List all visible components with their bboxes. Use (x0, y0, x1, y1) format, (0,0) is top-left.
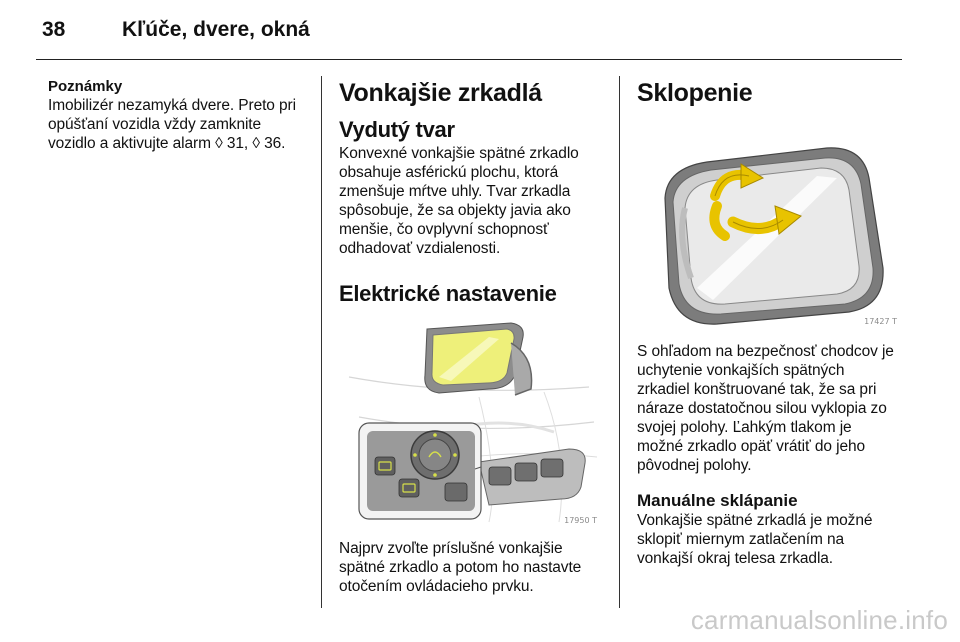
column-folding (637, 78, 905, 568)
text-line: Imobilizér nezamyká dvere. Preto pri (48, 97, 296, 114)
text-line: menšie, čo ovplyvní schopnosť (339, 221, 549, 238)
text-line: spätné zrkadlo a potom ho nastavte (339, 559, 582, 576)
chapter-title: Vonkajšie zrkadlá (339, 79, 542, 107)
text-line: odhadovať vzdialenosti. (339, 240, 501, 257)
text-line: vonkajší okraj telesa zrkadla. (637, 550, 834, 567)
figure-id: 17427 T (864, 317, 897, 326)
electric-adjustment-figure (339, 317, 601, 527)
text-line: Vonkajšie spätné zrkadlá je možné (637, 512, 873, 529)
text-line: obsahuje asférickú plochu, ktorá (339, 164, 559, 181)
page-header (36, 18, 906, 48)
text-line: možné zrkadlo opäť vrátiť do jeho (637, 438, 866, 455)
text-line: uchytenie vonkajších spätných (637, 362, 845, 379)
folding-figure (637, 118, 901, 328)
text-line: sklopiť miernym zatlačením na (637, 531, 845, 548)
electric-heading: Elektrické nastavenie (339, 281, 557, 306)
column-mirrors (339, 78, 601, 596)
page-number: 38 (42, 18, 66, 41)
convex-text (339, 144, 601, 258)
section-title: Kľúče, dvere, okná (122, 18, 310, 41)
column-divider (321, 76, 322, 608)
column-divider (619, 76, 620, 608)
text-line: Konvexné vonkajšie spätné zrkadlo (339, 145, 579, 162)
header-rule (36, 59, 902, 60)
figure-id: 17950 T (564, 516, 597, 525)
electric-text (339, 539, 601, 596)
door-mirror-control-illustration (339, 317, 601, 527)
manual-folding-heading: Manuálne sklápanie (637, 491, 798, 510)
text-line: zmenšuje mŕtve uhly. Tvar zrkadla (339, 183, 571, 200)
note-title: Poznámky (48, 78, 123, 95)
text-line: Najprv zvoľte príslušné vonkajšie (339, 540, 563, 557)
watermark: carmanualsonline.info (690, 605, 948, 635)
convex-heading: Vydutý tvar (339, 117, 455, 142)
folding-mirror-illustration (637, 118, 901, 328)
text-line: náraze dostatočnou silou vyklopia zo (637, 400, 887, 417)
text-line: vozidlo a aktivujte alarm ◊ 31, ◊ 36. (48, 135, 286, 152)
manual-folding-text (637, 511, 905, 568)
text-line: svojej polohy. Ľahkým tlakom je (637, 419, 852, 436)
text-line: zrkadiel konštruované tak, že sa pri (637, 381, 877, 398)
text-line: pôvodnej polohy. (637, 457, 752, 474)
text-line: spôsobuje, že sa objekty javia ako (339, 202, 571, 219)
folding-title: Sklopenie (637, 79, 753, 107)
folding-text (637, 342, 905, 475)
text-line: otočením ovládacieho prvku. (339, 578, 534, 595)
note-text (48, 96, 310, 153)
text-line: opúšťaní vozidla vždy zamknite (48, 116, 262, 133)
column-notes (48, 78, 310, 153)
text-line: S ohľadom na bezpečnosť chodcov je (637, 343, 894, 360)
